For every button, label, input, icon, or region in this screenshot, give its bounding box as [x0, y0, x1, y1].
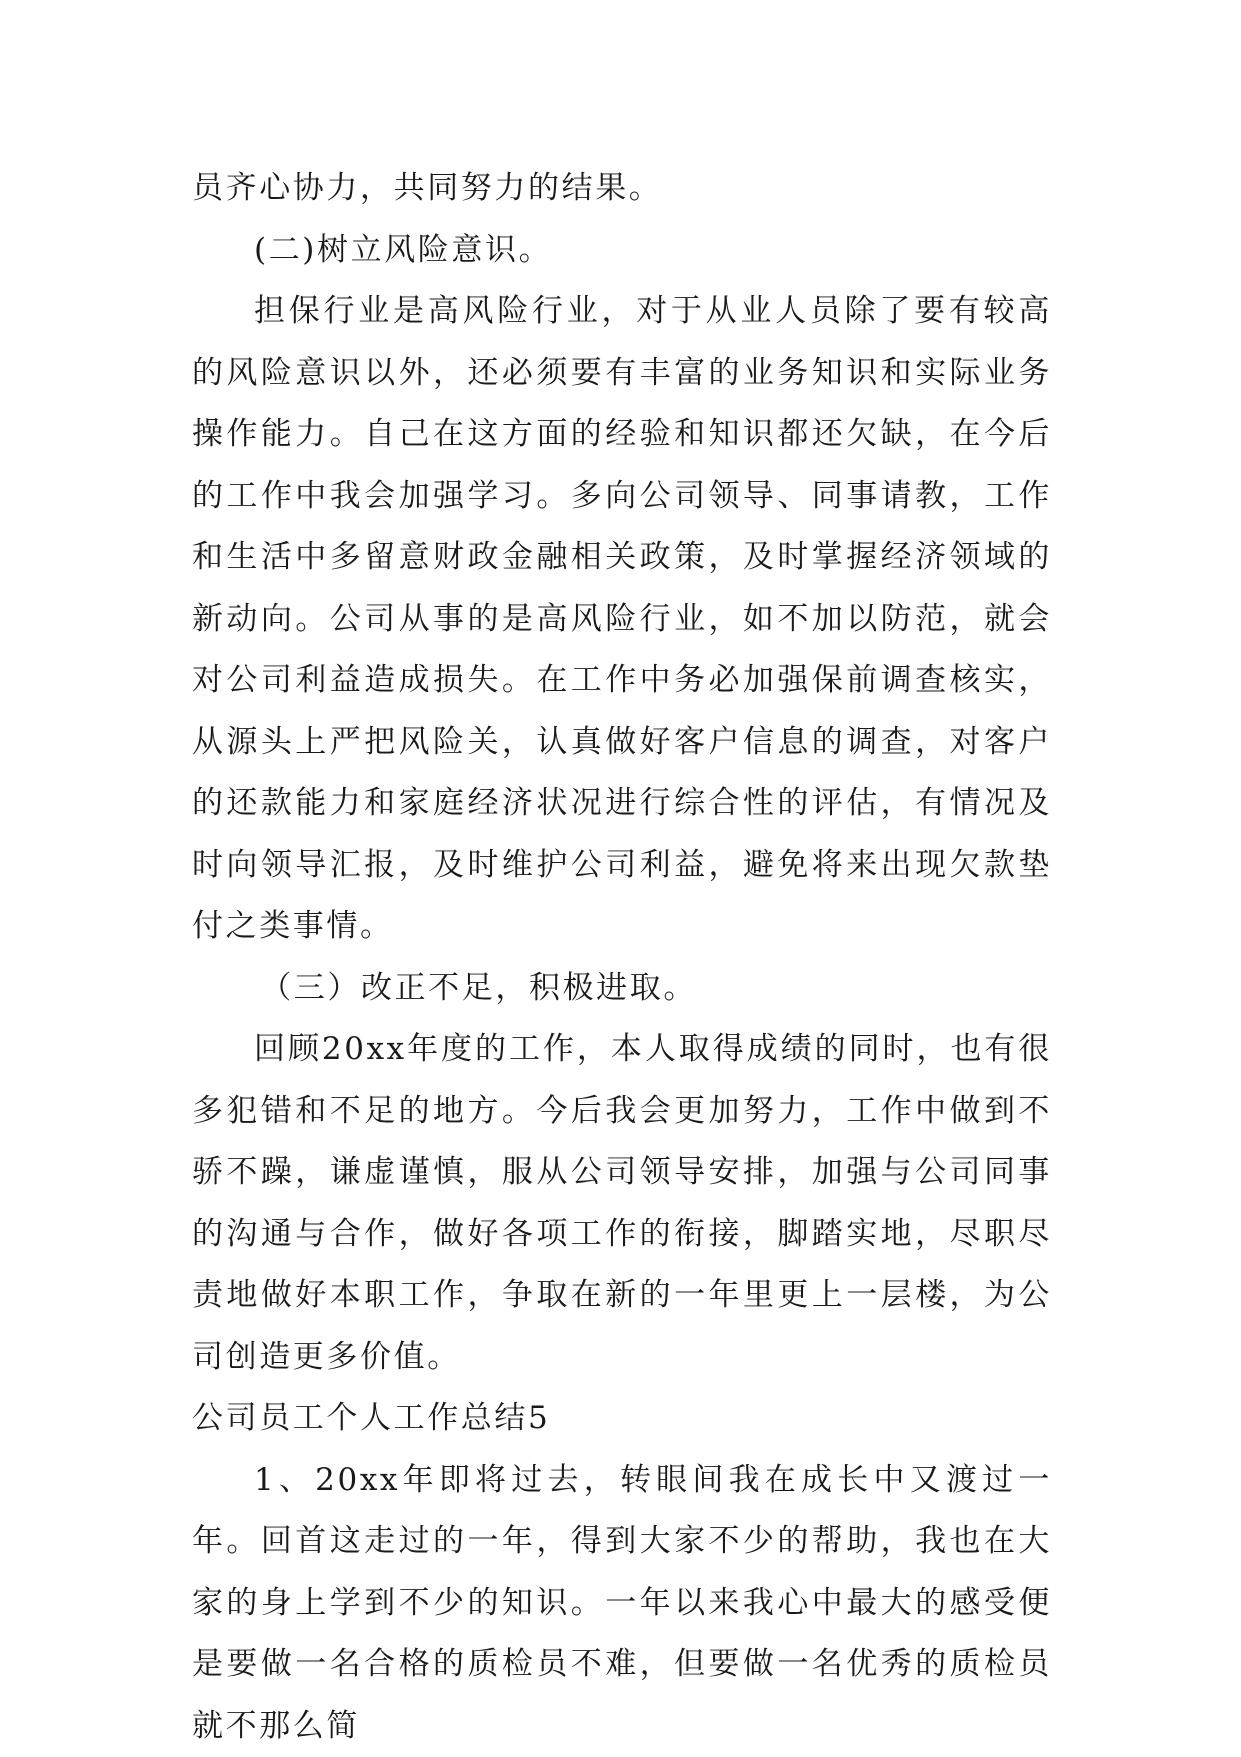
- document-body: [192, 158, 1052, 1757]
- document-title: 公司员工个人工作总结5: [192, 1388, 1052, 1450]
- section-heading-3: （三）改正不足，积极进取。: [192, 958, 1052, 1020]
- paragraph-continued: 员齐心协力，共同努力的结果。: [192, 158, 1052, 220]
- paragraph-risk-awareness: 担保行业是高风险行业，对于从业人员除了要有较高的风险意识以外，还必须要有丰富的业务知识和实际业务操作能力。自己在这方面的经验和知识都还欠缺，在今后的工作中我会加强学习。多向公司领导、同事请教，工作和生活中多留意财政金融相关政策，及时掌握经济领域的新动向。公司从事的是高风险行业，如不加以防范，就会对公司利益造成损失。在工作中务必加强保前调查核实，从源头上严把风险关，认真做好客户信息的调查，对客户的还款能力和家庭经济状况进行综合性的评估，有情况及时向领导汇报，及时维护公司利益，避免将来出现欠款垫付之类事情。: [192, 281, 1052, 958]
- paragraph-improvement: 回顾20xx年度的工作，本人取得成绩的同时，也有很多犯错和不足的地方。今后我会更加努力，工作中做到不骄不躁，谦虚谨慎，服从公司领导安排，加强与公司同事的沟通与合作，做好各项工作的衔接，脚踏实地，尽职尽责地做好本职工作，争取在新的一年里更上一层楼，为公司创造更多价值。: [192, 1019, 1052, 1388]
- section-heading-2: (二)树立风险意识。: [192, 220, 1052, 282]
- paragraph-summary-start: 1、20xx年即将过去，转眼间我在成长中又渡过一年。回首这走过的一年，得到大家不少的帮助，我也在大家的身上学到不少的知识。一年以来我心中最大的感受便是要做一名合格的质检员不难，但要做一名优秀的质检员就不那么简: [192, 1450, 1052, 1757]
